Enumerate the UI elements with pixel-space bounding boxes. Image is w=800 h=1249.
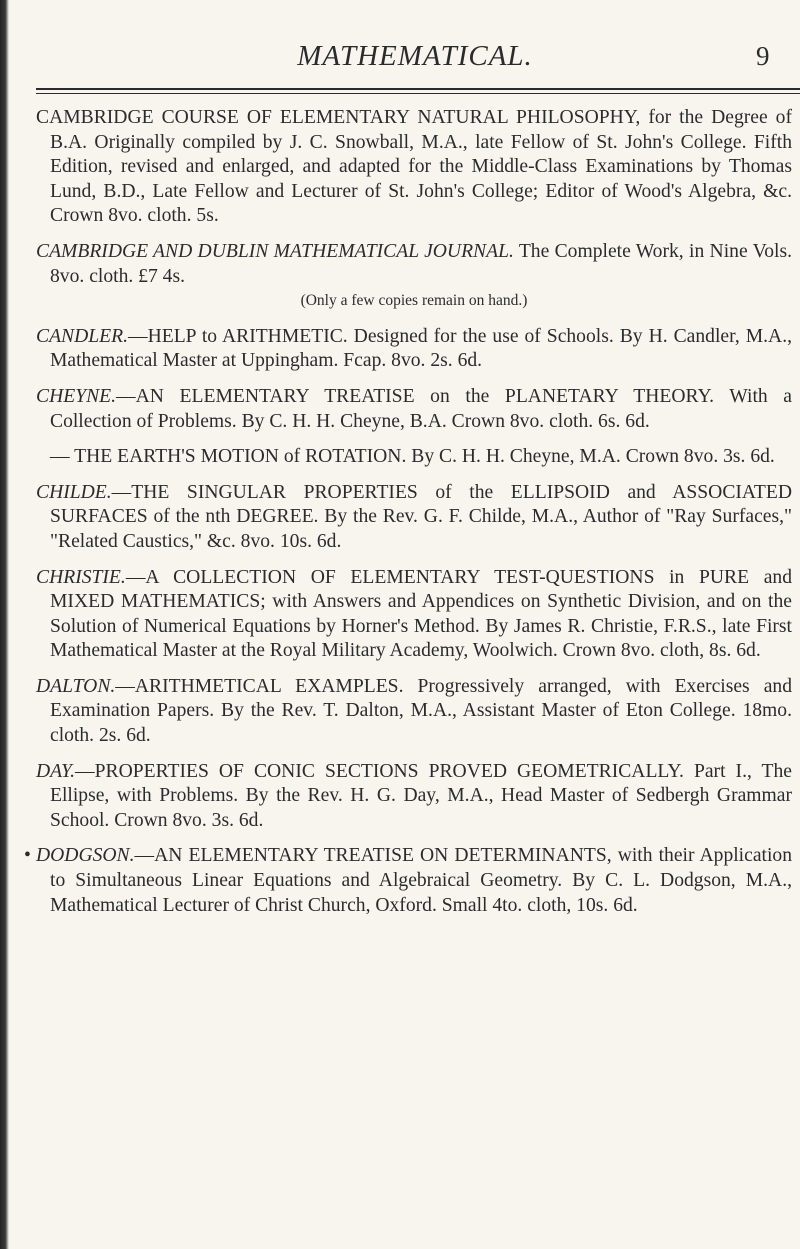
entry-author: CANDLER. [36, 325, 128, 347]
catalogue-entry [36, 481, 792, 555]
entry-text: —A COLLECTION OF ELEMENTARY TEST-QUESTIONS in PURE and MIXED MATHEMATICS; with Answers and Appendices on Synthetic Division, and on the Solution of Numerical Equations by Horner's Method. By James R. Christie, F.R.S., late First Mathematical Master at the Royal Military Academy, Woolwich. Crown 8vo. cloth, 8s. 6d. [50, 566, 792, 662]
entry-text: The Complete Work, in Nine Vols. 8vo. cloth. £7 4s. [50, 240, 792, 287]
entry-author: DODGSON. [36, 845, 135, 867]
entry-text: —AN ELEMENTARY TREATISE ON DETERMINANTS, with their Application to Simultaneous Linear Equations and Algebraical Geometry. By C. L. Dodgson, M.A., Mathematical Lecturer of Christ Church, Oxford. Small 4to. cloth, 10s. 6d. [50, 845, 792, 916]
catalogue-entry [36, 240, 792, 314]
catalogue-entry [36, 106, 792, 229]
entry-author: DAY. [36, 760, 76, 782]
entry-text: —AN ELEMENTARY TREATISE on the PLANETARY THEORY. With a Collection of Problems. By C. H. H. Cheyne, B.A. Crown 8vo. cloth. 6s. 6d. [50, 385, 792, 432]
entry-text: CAMBRIDGE COURSE OF ELEMENTARY NATURAL PHILOSOPHY, for the Degree of B.A. Originally compiled by J. C. Snowball, M.A., late Fellow of St. John's College. Fifth Edition, revised and enlarged, and adapted for the Middle-Class Examinations by Thomas Lund, B.D., Late Fellow and Lecturer of St. John's College; Editor of Wood's Algebra, &c. Crown 8vo. cloth. 5s. [36, 107, 792, 227]
entry-author: DALTON. [36, 675, 116, 697]
entry-author: CHILDE. [36, 481, 112, 503]
catalogue-entry [36, 675, 792, 749]
entry-author: CHRISTIE. [36, 566, 126, 588]
entry-author: CHEYNE. [36, 385, 117, 407]
catalogue-entries [36, 106, 792, 929]
entry-text: —HELP to ARITHMETIC. Designed for the use of Schools. By H. Candler, M.A., Mathematical Master at Uppingham. Fcap. 8vo. 2s. 6d. [50, 325, 792, 372]
catalogue-entry [36, 385, 792, 434]
header-rule-thin [36, 93, 800, 94]
entry-text: —PROPERTIES OF CONIC SECTIONS PROVED GEOMETRICALLY. Part I., The Ellipse, with Problems. By the Rev. H. G. Day, M.A., Head Master of Sedbergh Grammar School. Crown 8vo. 3s. 6d. [50, 760, 792, 831]
catalogue-entry [36, 566, 792, 664]
catalogue-entry [36, 760, 792, 834]
running-head: MATHEMATICAL. [297, 40, 533, 72]
page-number: 9 [756, 41, 770, 71]
header-rule [36, 88, 800, 90]
entry-note: (Only a few copies remain on hand.) [300, 292, 528, 310]
catalogue-entry [36, 325, 792, 374]
entry-text: —THE SINGULAR PROPERTIES of the ELLIPSOID and ASSOCIATED SURFACES of the nth DEGREE. By the Rev. G. F. Childe, M.A., Author of "Ray Surfaces," "Related Caustics," &c. 8vo. 10s. 6d. [50, 481, 792, 552]
entry-author: CAMBRIDGE AND DUBLIN MATHEMATICAL JOURNAL. [36, 240, 514, 262]
entry-text: —ARITHMETICAL EXAMPLES. Progressively arranged, with Exercises and Examination Papers. By the Rev. T. Dalton, M.A., Assistant Master of Eton College. 18mo. cloth. 2s. 6d. [50, 675, 792, 747]
catalogue-entry [36, 445, 792, 470]
catalogue-entry [36, 844, 792, 918]
entry-text: — THE EARTH'S MOTION of ROTATION. By C. H. H. Cheyne, M.A. Crown 8vo. 3s. 6d. [50, 446, 775, 468]
page-binding-edge [0, 0, 9, 1249]
